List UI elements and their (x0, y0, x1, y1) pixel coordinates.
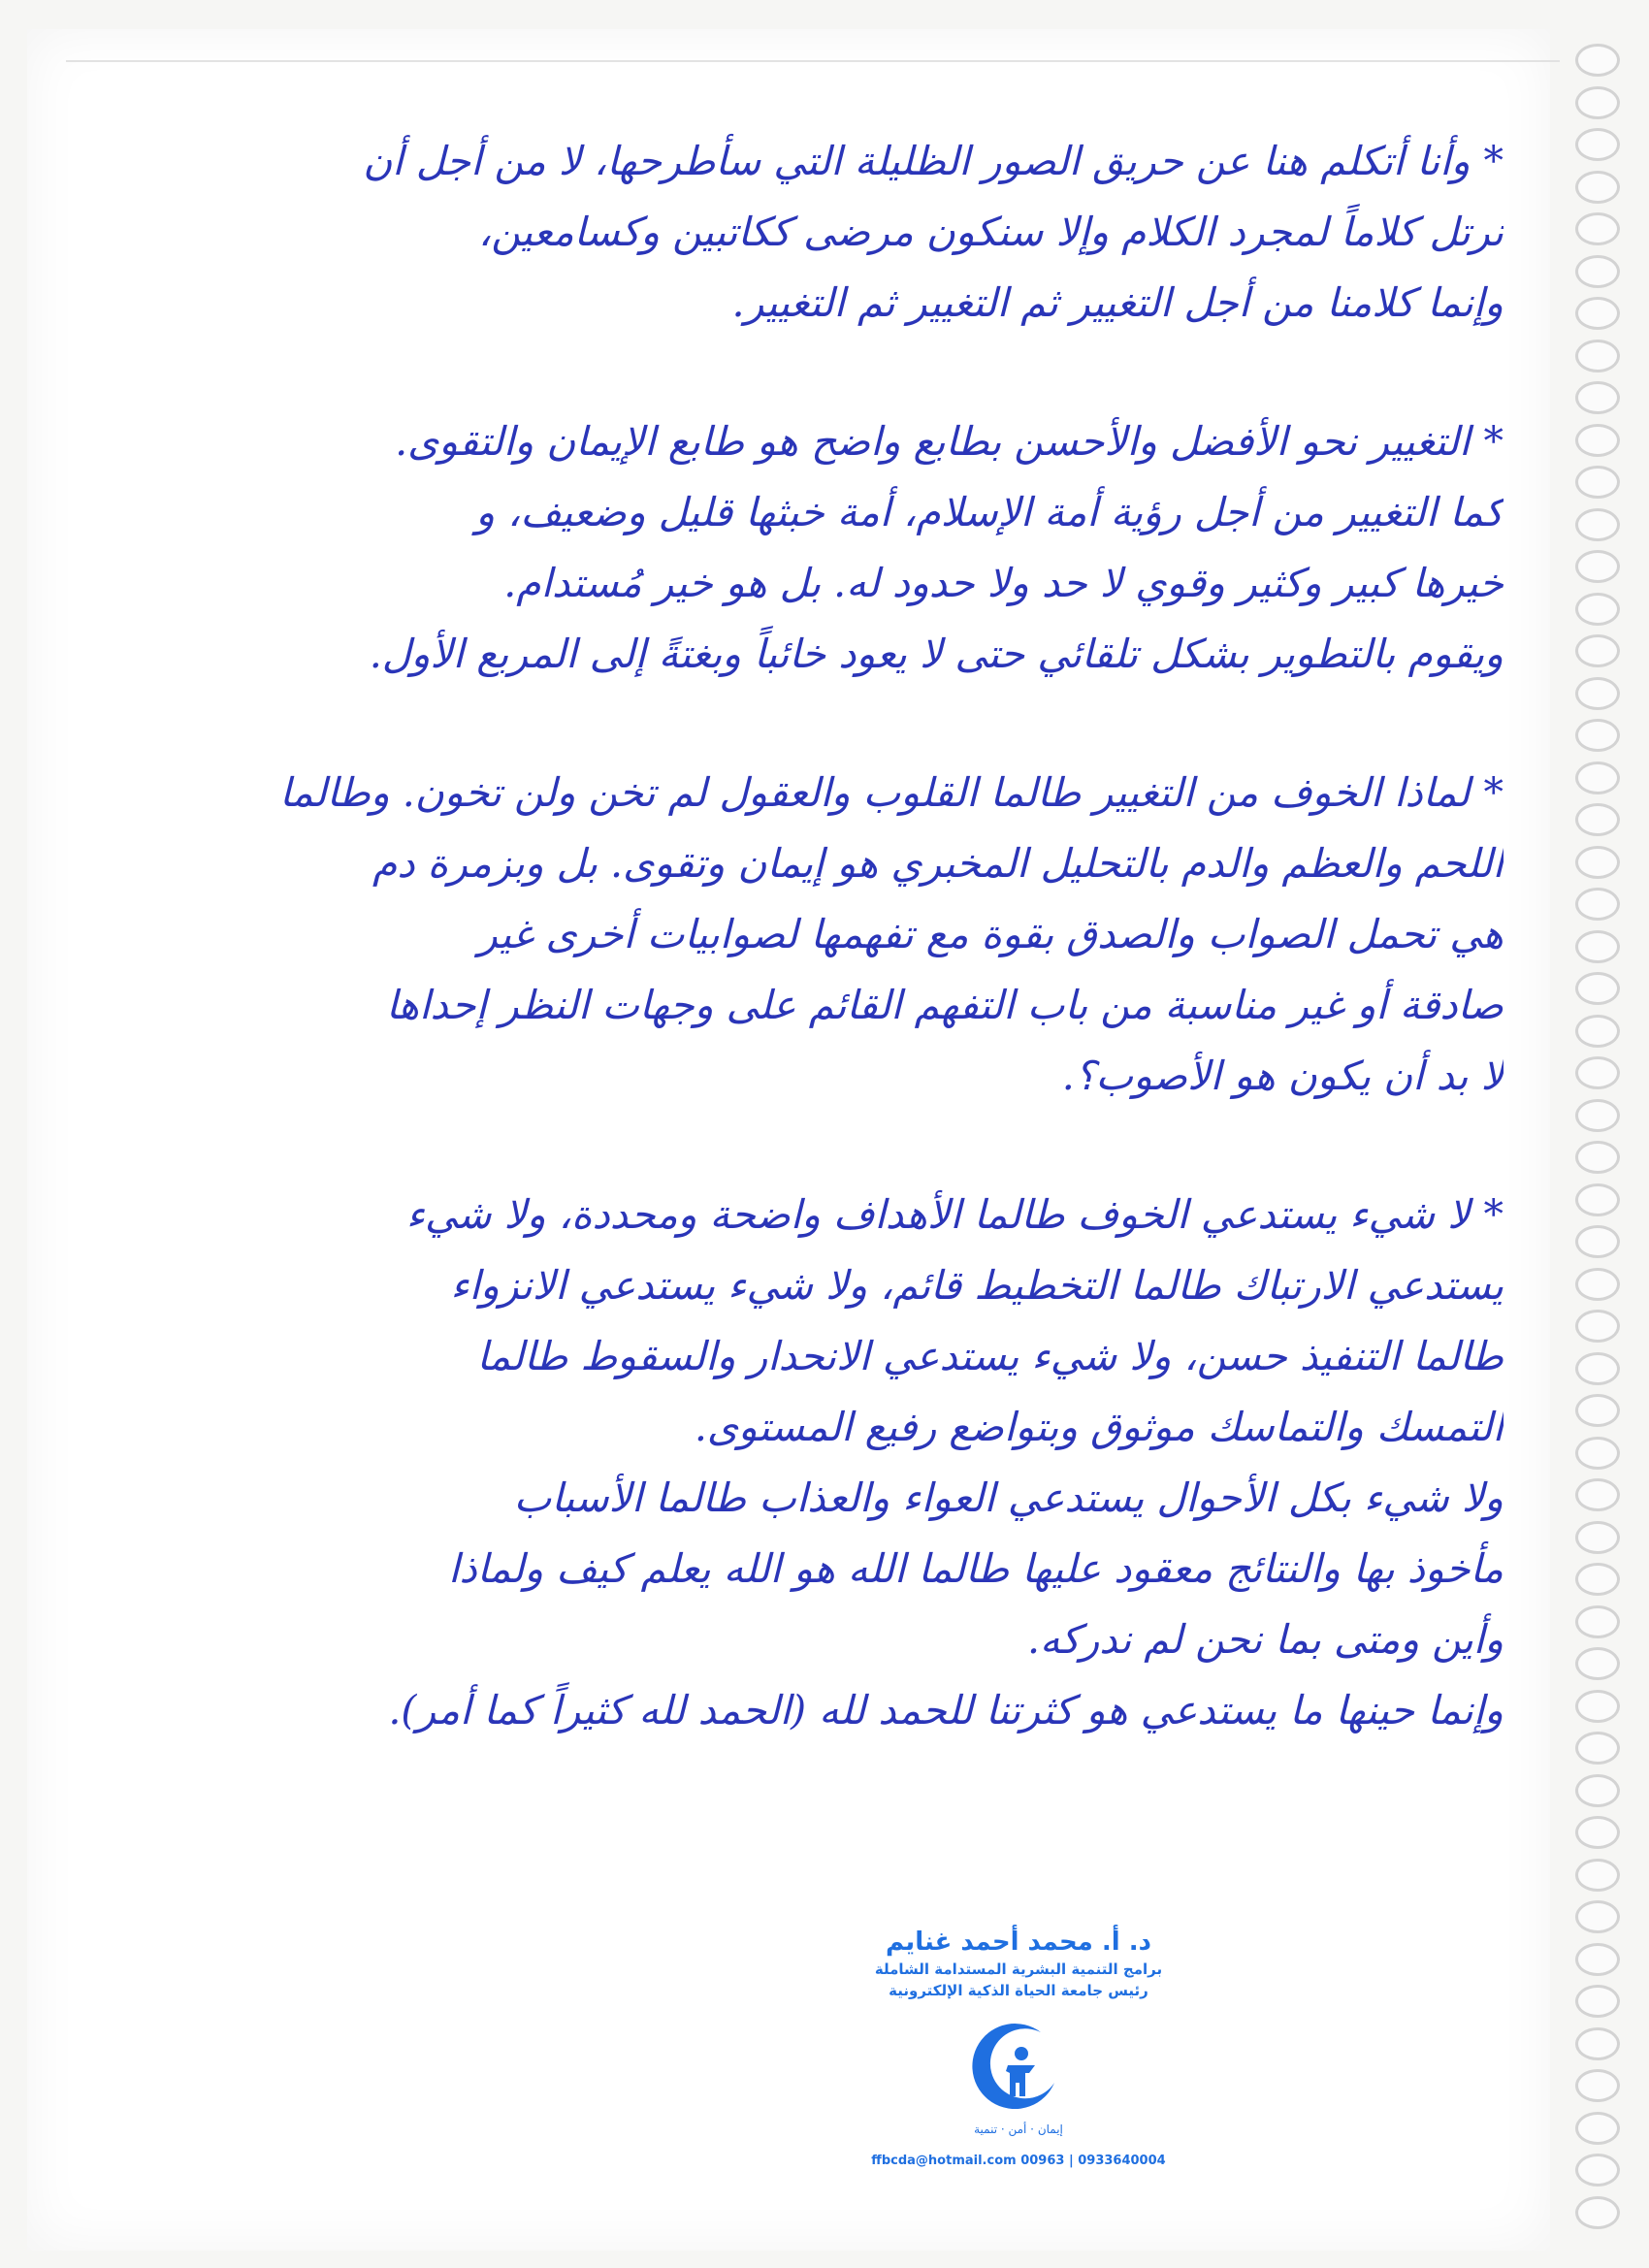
person-crescent-emblem-icon (965, 2015, 1072, 2122)
binding-hole (1575, 2154, 1620, 2187)
binding-hole (1575, 1310, 1620, 1343)
binding-hole (1575, 1183, 1620, 1216)
binding-hole (1575, 2027, 1620, 2060)
binding-hole (1575, 1015, 1620, 1048)
text-line: كما التغيير من أجل رؤية أمة الإسلام، أمة خبثها قليل وضعيف، و (475, 489, 1504, 535)
binding-hole (1575, 888, 1620, 921)
text-line: *لا شيء يستدعي الخوف طالما الأهداف واضحة ومحددة، ولا شيء (405, 1191, 1504, 1238)
binding-hole (1575, 1732, 1620, 1765)
binding-hole (1575, 1099, 1620, 1132)
binding-hole (1575, 128, 1620, 161)
binding-hole (1575, 634, 1620, 667)
binding-hole (1575, 297, 1620, 330)
binding-hole (1575, 1437, 1620, 1470)
text-line: *التغيير نحو الأفضل والأحسن بطابع واضح هو طابع الإيمان والتقوى. (395, 418, 1504, 465)
bullet-star: * (1483, 138, 1504, 184)
binding-hole (1575, 1056, 1620, 1089)
binding-hole (1575, 1985, 1620, 2018)
text-line: هي تحمل الصواب والصدق بقوة مع تفهمها لصوابيات أخرى غير (477, 911, 1504, 957)
binding-hole (1575, 719, 1620, 752)
binding-hole (1575, 2069, 1620, 2102)
binding-hole (1575, 1774, 1620, 1807)
binding-hole (1575, 1816, 1620, 1849)
binding-hole (1575, 381, 1620, 414)
text-line: *وأنا أتكلم هنا عن حريق الصور الظليلة التي سأطرحها، لا من أجل أن (363, 138, 1504, 184)
text-line: نرتل كلاماً لمجرد الكلام وإلا سنكون مرضى ككاتبين وكسامعين، (478, 209, 1504, 255)
text-line: خيرها كبير وكثير وقوي لا حد ولا حدود له. بل هو خير مُستدام. (503, 560, 1504, 606)
handwritten-text (87, 126, 1504, 1746)
stamp-title-line: برامج التنمية البشرية المستدامة الشاملة (874, 1960, 1163, 1978)
page-top-edge (66, 60, 1560, 62)
binding-hole (1575, 1605, 1620, 1638)
bullet-star: * (1483, 1191, 1504, 1238)
text-line: صادقة أو غير مناسبة من باب التفهم القائم على وجهات النظر إحداها (386, 982, 1504, 1028)
bullet-star: * (1483, 769, 1504, 816)
paragraph-3 (87, 758, 1504, 1112)
text-line: ولا شيء بكل الأحوال يستدعي العواء والعذاب طالما الأسباب (513, 1474, 1504, 1521)
text-line: وأين ومتى بما نحن لم ندركه. (1026, 1616, 1504, 1663)
binding-hole (1575, 1900, 1620, 1933)
binding-hole (1575, 1394, 1620, 1427)
paragraph-1 (87, 126, 1504, 339)
author-stamp (854, 1926, 1183, 2217)
stamp-name: د. أ. محمد أحمد غنايم (886, 1928, 1151, 1957)
binding-hole (1575, 550, 1620, 583)
binding-hole (1575, 1225, 1620, 1258)
binding-hole (1575, 1478, 1620, 1511)
binding-hole (1575, 1690, 1620, 1723)
paragraph-5 (87, 1463, 1504, 1746)
binding-hole (1575, 86, 1620, 119)
stamp-title-line: رئيس جامعة الحياة الذكية الإلكترونية (889, 1982, 1148, 1999)
binding-hole (1575, 1943, 1620, 1976)
binding-hole (1575, 1859, 1620, 1892)
text-line: يستدعي الارتباك طالما التخطيط قائم، ولا شيء يستدعي الانزواء (450, 1262, 1504, 1309)
text-line: وإنما كلامنا من أجل التغيير ثم التغيير ثم التغيير. (731, 279, 1504, 326)
paragraph-4 (87, 1180, 1504, 1463)
binding-hole (1575, 212, 1620, 245)
paragraph-2 (87, 406, 1504, 690)
binding-hole (1575, 424, 1620, 457)
bullet-star: * (1483, 418, 1504, 465)
text-line: طالما التنفيذ حسن، ولا شيء يستدعي الانحدار والسقوط طالما (476, 1333, 1504, 1379)
text-line: مأخوذ بها والنتائج معقود عليها طالما الله هو الله يعلم كيف ولماذا (448, 1545, 1504, 1592)
text-line: التمسك والتماسك موثوق وبتواضع رفيع المستوى. (694, 1404, 1504, 1450)
binding-hole (1575, 466, 1620, 499)
stamp-contact: ffbcda@hotmail.com 00963 | 0933640004 (871, 2154, 1166, 2168)
binding-hole (1575, 972, 1620, 1005)
spiral-binding (1569, 44, 1620, 2236)
binding-hole (1575, 1647, 1620, 1680)
binding-hole (1575, 1352, 1620, 1385)
stamp-motto: إيمان · أمن · تنمية (974, 2122, 1063, 2136)
binding-hole (1575, 255, 1620, 288)
binding-hole (1575, 340, 1620, 373)
binding-hole (1575, 171, 1620, 204)
binding-hole (1575, 846, 1620, 879)
binding-hole (1575, 761, 1620, 794)
binding-hole (1575, 1141, 1620, 1174)
text-line: وإنما حينها ما يستدعي هو كثرتنا للحمد لله (الحمد لله كثيراً كما أمر). (388, 1687, 1504, 1733)
text-line: لا بد أن يكون هو الأصوب؟. (1061, 1053, 1504, 1099)
text-line: *لماذا الخوف من التغيير طالما القلوب والعقول لم تخن ولن تخون. وطالما (279, 769, 1504, 816)
binding-hole (1575, 1268, 1620, 1301)
binding-hole (1575, 803, 1620, 836)
binding-hole (1575, 2196, 1620, 2229)
binding-hole (1575, 677, 1620, 710)
text-line: اللحم والعظم والدم بالتحليل المخبري هو إيمان وتقوى. بل وبزمرة دم (372, 840, 1504, 887)
binding-hole (1575, 930, 1620, 963)
binding-hole (1575, 593, 1620, 626)
text-line: ويقوم بالتطوير بشكل تلقائي حتى لا يعود خائباً وبغتةً إلى المربع الأول. (369, 631, 1504, 677)
binding-hole (1575, 508, 1620, 541)
binding-hole (1575, 44, 1620, 77)
binding-hole (1575, 2112, 1620, 2145)
binding-hole (1575, 1521, 1620, 1554)
binding-hole (1575, 1563, 1620, 1596)
